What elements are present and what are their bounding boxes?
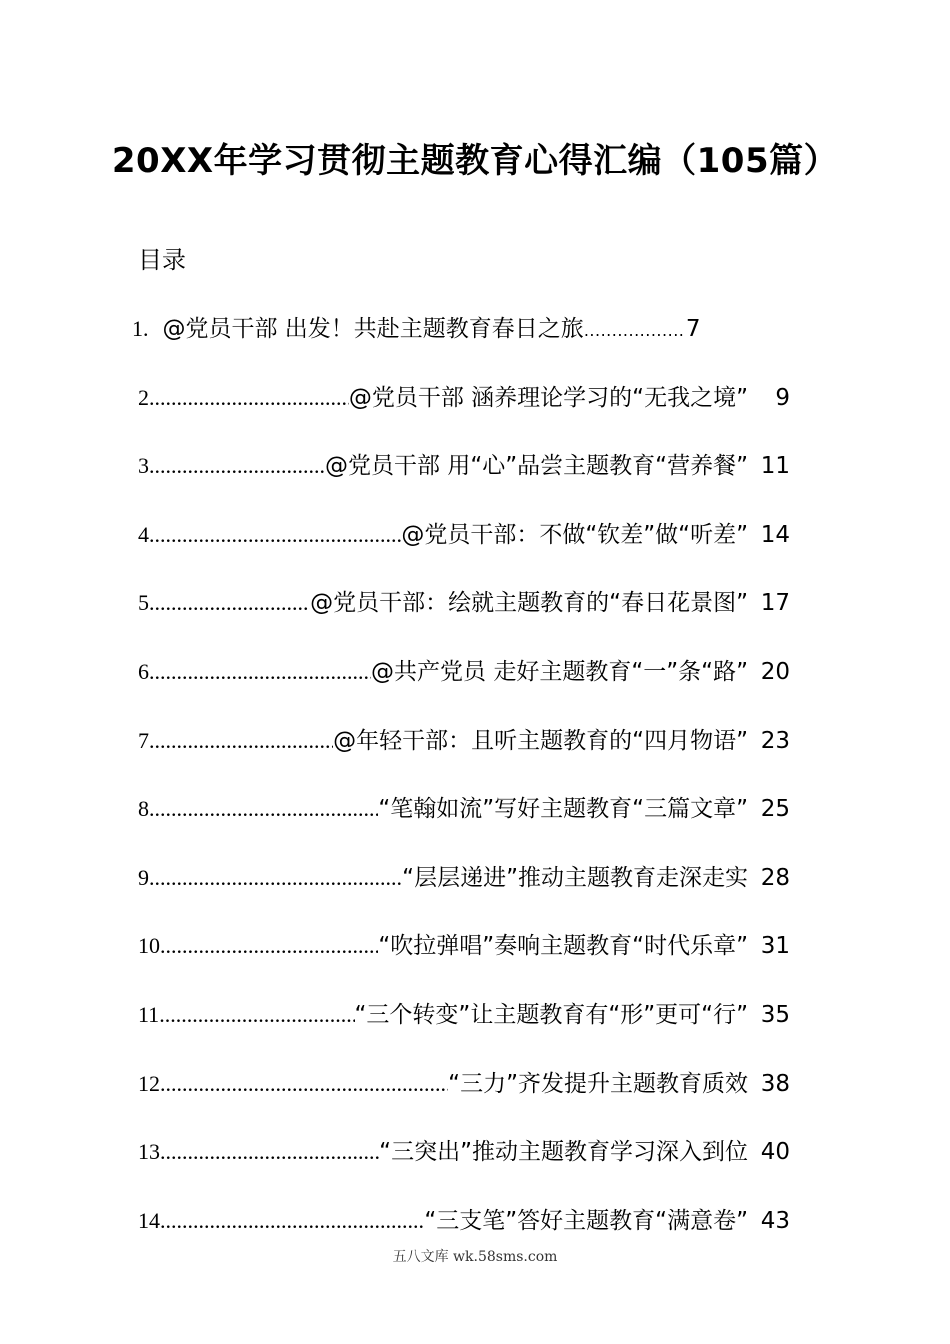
toc-item-title: @共产党员 走好主题教育“一”条“路” [371, 658, 748, 685]
toc-item-title: “三个转变”让主题教育有“形”更可“行” [354, 1001, 748, 1028]
toc-heading: 目录 [138, 246, 186, 274]
toc-item-number: 8 [138, 796, 149, 822]
toc-item-title: @党员干部 出发！共赴主题教育春日之旅 [162, 316, 584, 342]
toc-item-number: 2 [138, 384, 149, 410]
toc-item[interactable] [138, 996, 790, 1065]
toc-item[interactable] [138, 927, 790, 996]
table-of-contents [132, 310, 790, 1270]
toc-item-leader [149, 659, 371, 685]
document-title: 20XX年学习贯彻主题教育心得汇编（105篇） [111, 141, 839, 181]
toc-item-leader [149, 728, 333, 754]
toc-item-number: 11 [138, 1001, 160, 1027]
toc-item[interactable] [138, 1065, 790, 1134]
toc-item-title: “三力”齐发提升主题教育质效 [448, 1070, 748, 1097]
toc-item-leader [159, 1002, 354, 1028]
toc-item-page: 28 [760, 864, 790, 891]
toc-item[interactable] [138, 516, 790, 585]
toc-item[interactable] [138, 1133, 790, 1202]
toc-item-page: 7 [685, 316, 701, 342]
toc-item-title: @党员干部：不做“钦差”做“听差” [401, 521, 748, 548]
toc-item-title: “笔翰如流”写好主题教育“三篇文章” [378, 796, 748, 823]
toc-item[interactable] [132, 310, 790, 379]
toc-item-title: @年轻干部：且听主题教育的“四月物语” [333, 727, 748, 754]
toc-item-number: 9 [138, 864, 149, 890]
toc-item[interactable] [138, 790, 790, 859]
toc-item-leader [160, 1208, 424, 1234]
toc-item-leader [160, 1139, 379, 1165]
toc-item-number: 5 [138, 590, 149, 616]
toc-item-page: 20 [760, 658, 790, 685]
toc-item-page: 25 [760, 796, 790, 823]
toc-item-title: @党员干部 涵养理论学习的“无我之境” [348, 384, 748, 411]
toc-item-title: @党员干部：绘就主题教育的“春日花景图” [310, 590, 748, 617]
toc-item-number: 12 [138, 1070, 160, 1096]
toc-item-number: 1. [132, 316, 149, 341]
toc-item[interactable] [138, 447, 790, 516]
toc-item-title: “三突出”推动主题教育学习深入到位 [379, 1139, 748, 1166]
toc-item-page: 11 [760, 453, 790, 480]
toc-item[interactable] [138, 722, 790, 791]
toc-item-leader [149, 385, 349, 411]
toc-item-title: “层层递进”推动主题教育走深走实 [402, 864, 748, 891]
toc-item-page: 38 [760, 1070, 790, 1097]
toc-item[interactable] [138, 584, 790, 653]
toc-item-page: 14 [760, 521, 790, 548]
toc-item-number: 3 [138, 453, 149, 479]
toc-item-page: 9 [775, 384, 790, 411]
toc-item-leader [149, 590, 310, 616]
toc-item-page: 31 [760, 933, 790, 960]
toc-item-number: 7 [138, 727, 149, 753]
toc-item[interactable] [138, 379, 790, 448]
toc-item[interactable] [138, 859, 790, 928]
toc-item-title: @党员干部 用“心”品尝主题教育“营养餐” [325, 453, 748, 480]
toc-item-number: 14 [138, 1207, 160, 1233]
toc-item-page: 43 [760, 1207, 790, 1234]
toc-item-number: 4 [138, 521, 149, 547]
toc-item-number: 10 [138, 933, 160, 959]
toc-item-leader [160, 1071, 448, 1097]
footer-watermark: 五八文库 wk.58sms.com [392, 1249, 558, 1265]
toc-item-page: 40 [760, 1139, 790, 1166]
toc-item-page: 17 [760, 590, 790, 617]
toc-item-leader [160, 933, 378, 959]
toc-item-title: “三支笔”答好主题教育“满意卷” [424, 1207, 748, 1234]
toc-item-leader [149, 865, 402, 891]
toc-item-page: 23 [760, 727, 790, 754]
toc-item-number: 13 [138, 1139, 160, 1165]
toc-item[interactable] [138, 653, 790, 722]
toc-item-page: 35 [760, 1001, 790, 1028]
toc-item-leader [149, 453, 325, 479]
toc-item-leader [149, 796, 378, 822]
toc-item-leader [584, 321, 684, 340]
toc-item-title: “吹拉弹唱”奏响主题教育“时代乐章” [378, 933, 748, 960]
toc-item-leader [149, 522, 401, 548]
toc-item-number: 6 [138, 658, 149, 684]
